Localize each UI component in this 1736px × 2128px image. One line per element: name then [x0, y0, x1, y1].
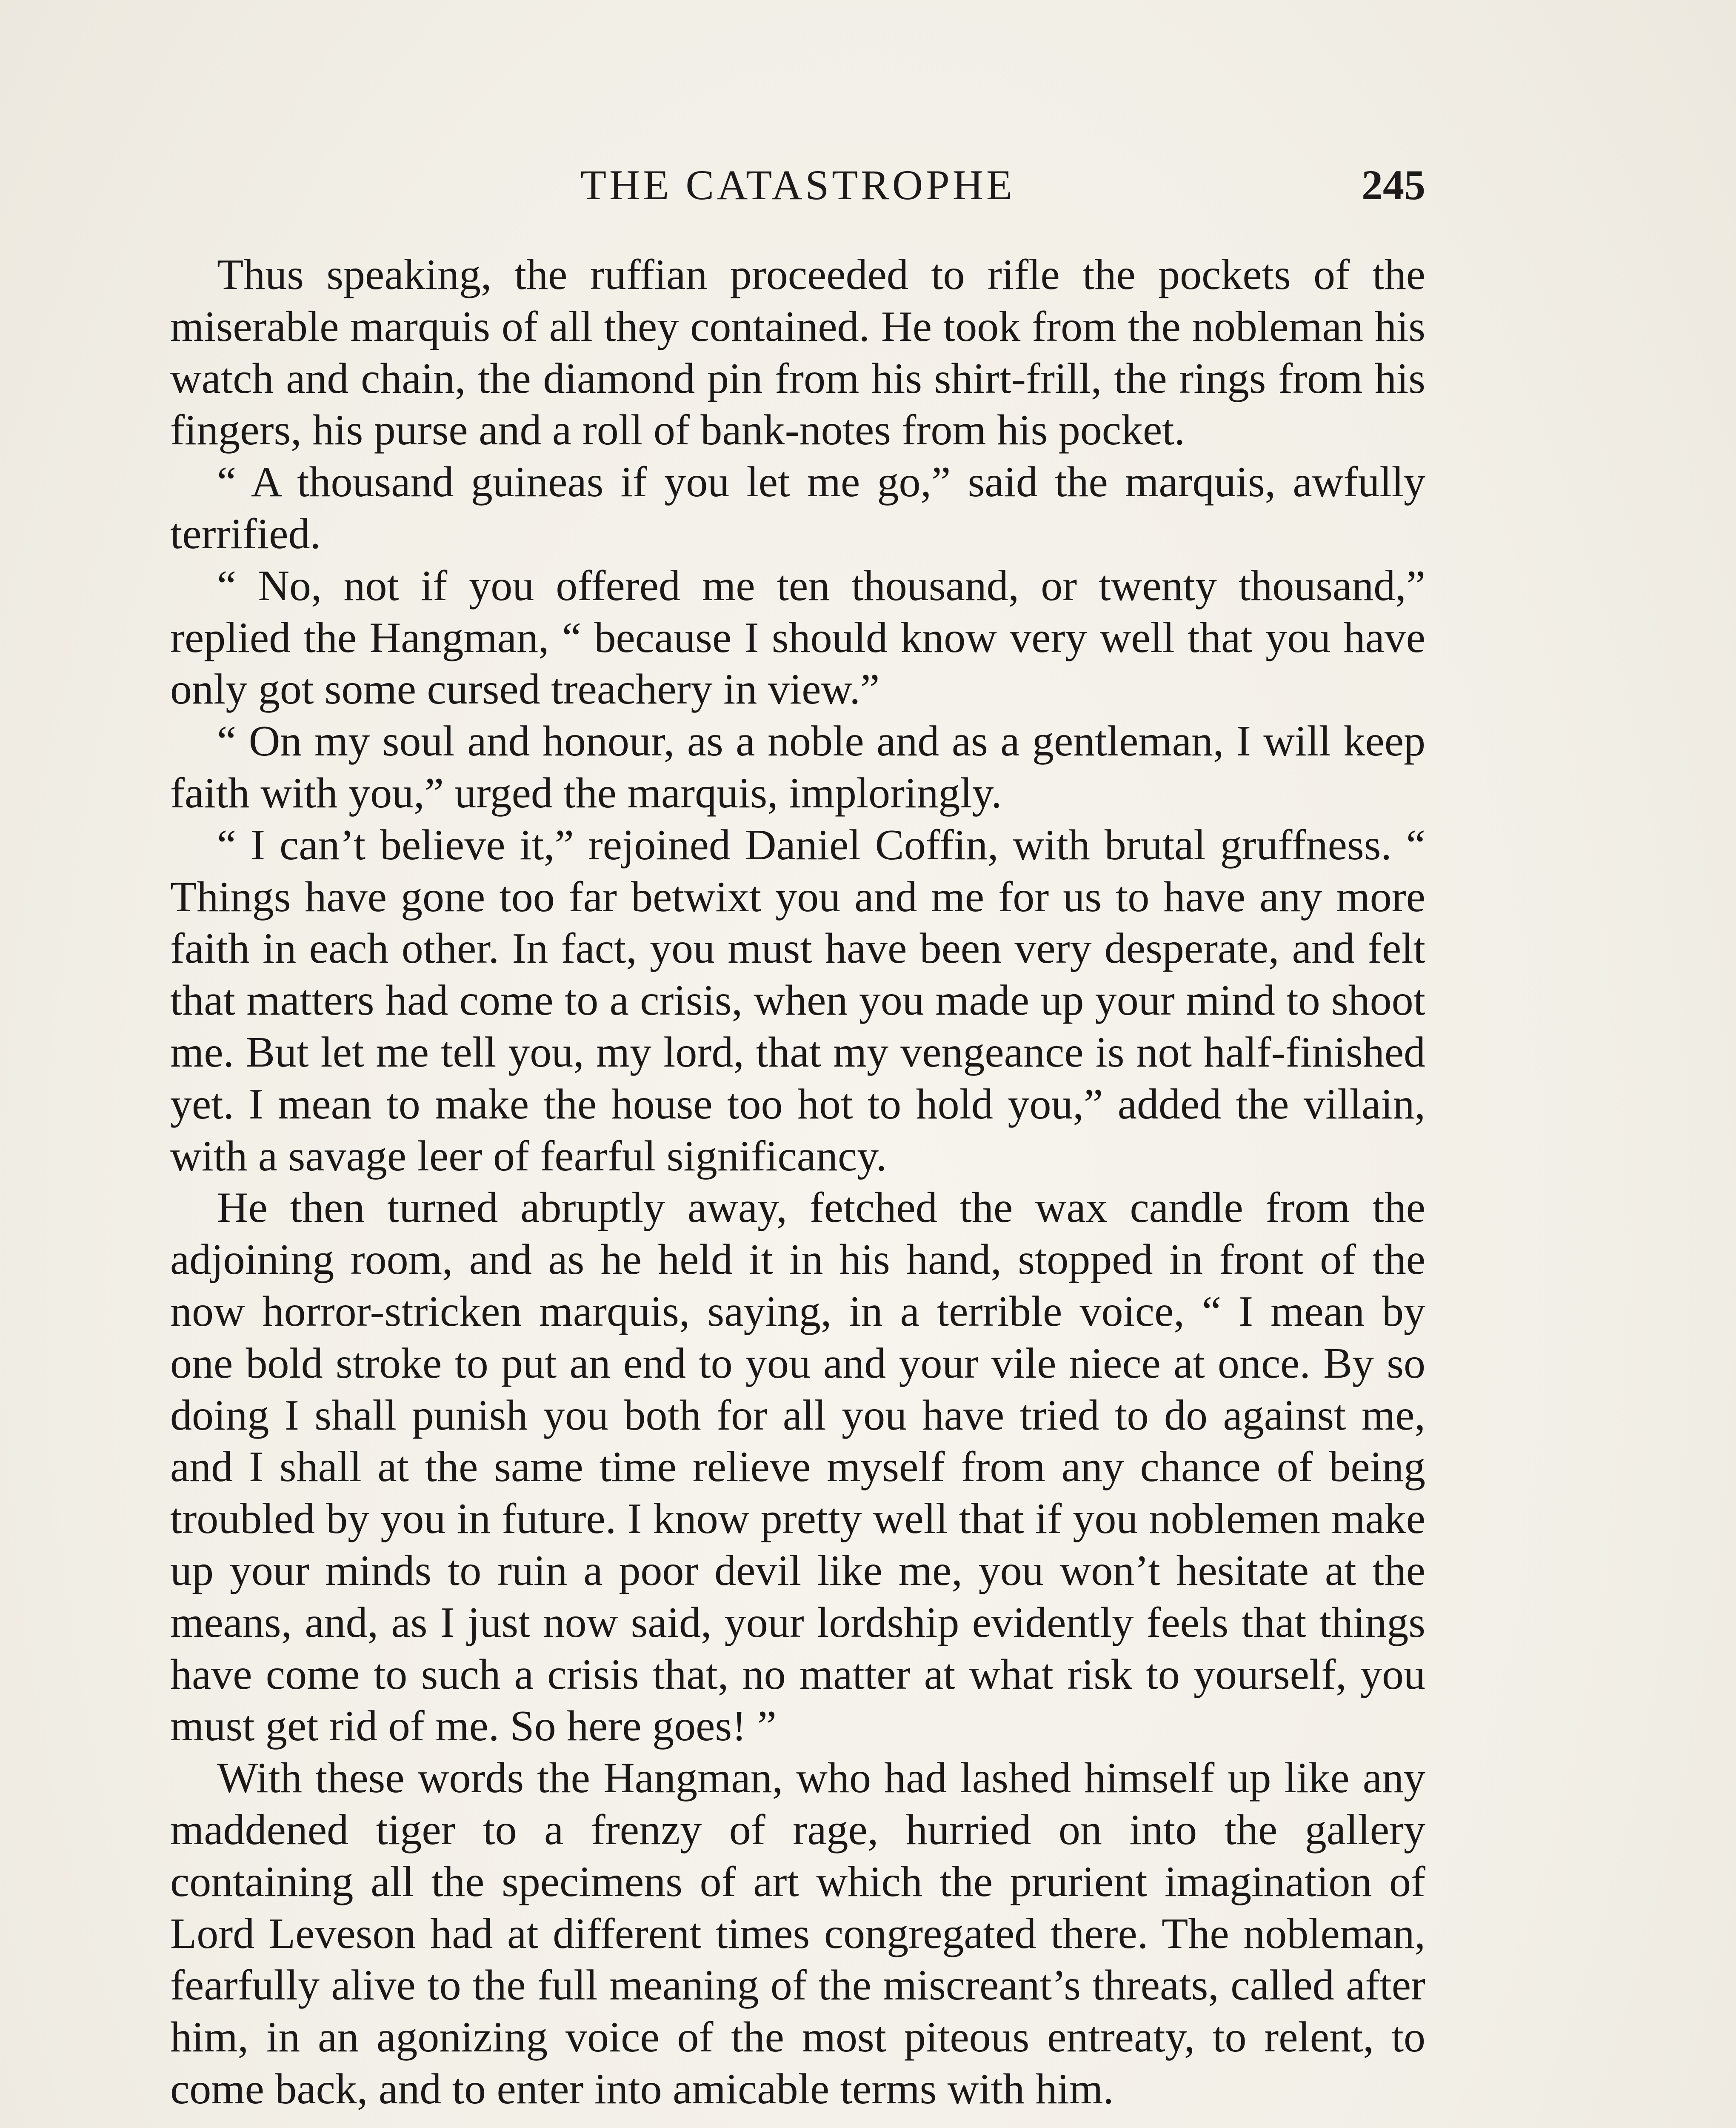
paragraph: He then turned abruptly away, fetched the wax candle from the adjoining room, and as he held it in his hand, stopped in front of the now horror-stricken marquis, saying, in a terrible voice, “ I mean by one bold stroke to put an end to you and your vile niece at once. By so doing I shall punish you both for all you have tried to do against me, and I shall at the same time relieve myself from any chance of being troubled by you in future. I know pretty well that if you noblemen make up your minds to ruin a poor devil like me, you won’t hesitate at the means, and, as I just now said, your lordship evidently feels that things have come to such a crisis that, no matter at what risk to yourself, you must get rid of me. So here goes! ”	[170, 1184, 1425, 1750]
paragraph: “ I can’t believe it,” rejoined Daniel Coffin, with brutal gruffness. “ Things have gone too far betwixt you and me for us to have any more faith in each other. In fact, you must have been very desperate, and felt that matters had come to a crisis, when you made up your mind to shoot me. But let me tell you, my lord, that my vengeance is not half-finished yet. I mean to make the house too hot to hold you,” added the villain, with a savage leer of fearful significancy.	[170, 821, 1425, 1180]
paragraph: “ No, not if you offered me ten thousand, or twenty thousand,” replied the Hangman, “ because I should know very well that you have only got some cursed treachery in view.”	[170, 561, 1425, 714]
page-header	[170, 155, 1425, 215]
paragraph: Thus speaking, the ruffian proceeded to rifle the pockets of the miserable marquis of all they contained. He took from the nobleman his watch and chain, the diamond pin from his shirt-frill, the rings from his fingers, his purse and a roll of bank-notes from his pocket.	[170, 251, 1425, 455]
paragraph: “ A thousand guineas if you let me go,” said the marquis, awfully terrified.	[170, 458, 1425, 558]
paragraph: With these words the Hangman, who had lashed himself up like any maddened tiger to a frenzy of rage, hurried on into the gallery containing all the specimens of art which the prurient imagination of Lord Leveson had at different times congregated there. The nobleman, fearfully alive to the full meaning of the miscreant’s threats, called after him, in an agonizing voice of the most piteous entreaty, to relent, to come back, and to enter into amicable terms with him.	[170, 1754, 1425, 2113]
paragraph: “ On my soul and honour, as a noble and as a gentleman, I will keep faith with you,” urged the marquis, imploringly.	[170, 717, 1425, 817]
running-title: THE CATASTROPHE	[580, 161, 1016, 209]
body-text	[170, 249, 1425, 2115]
page-number: 245	[1362, 161, 1425, 209]
